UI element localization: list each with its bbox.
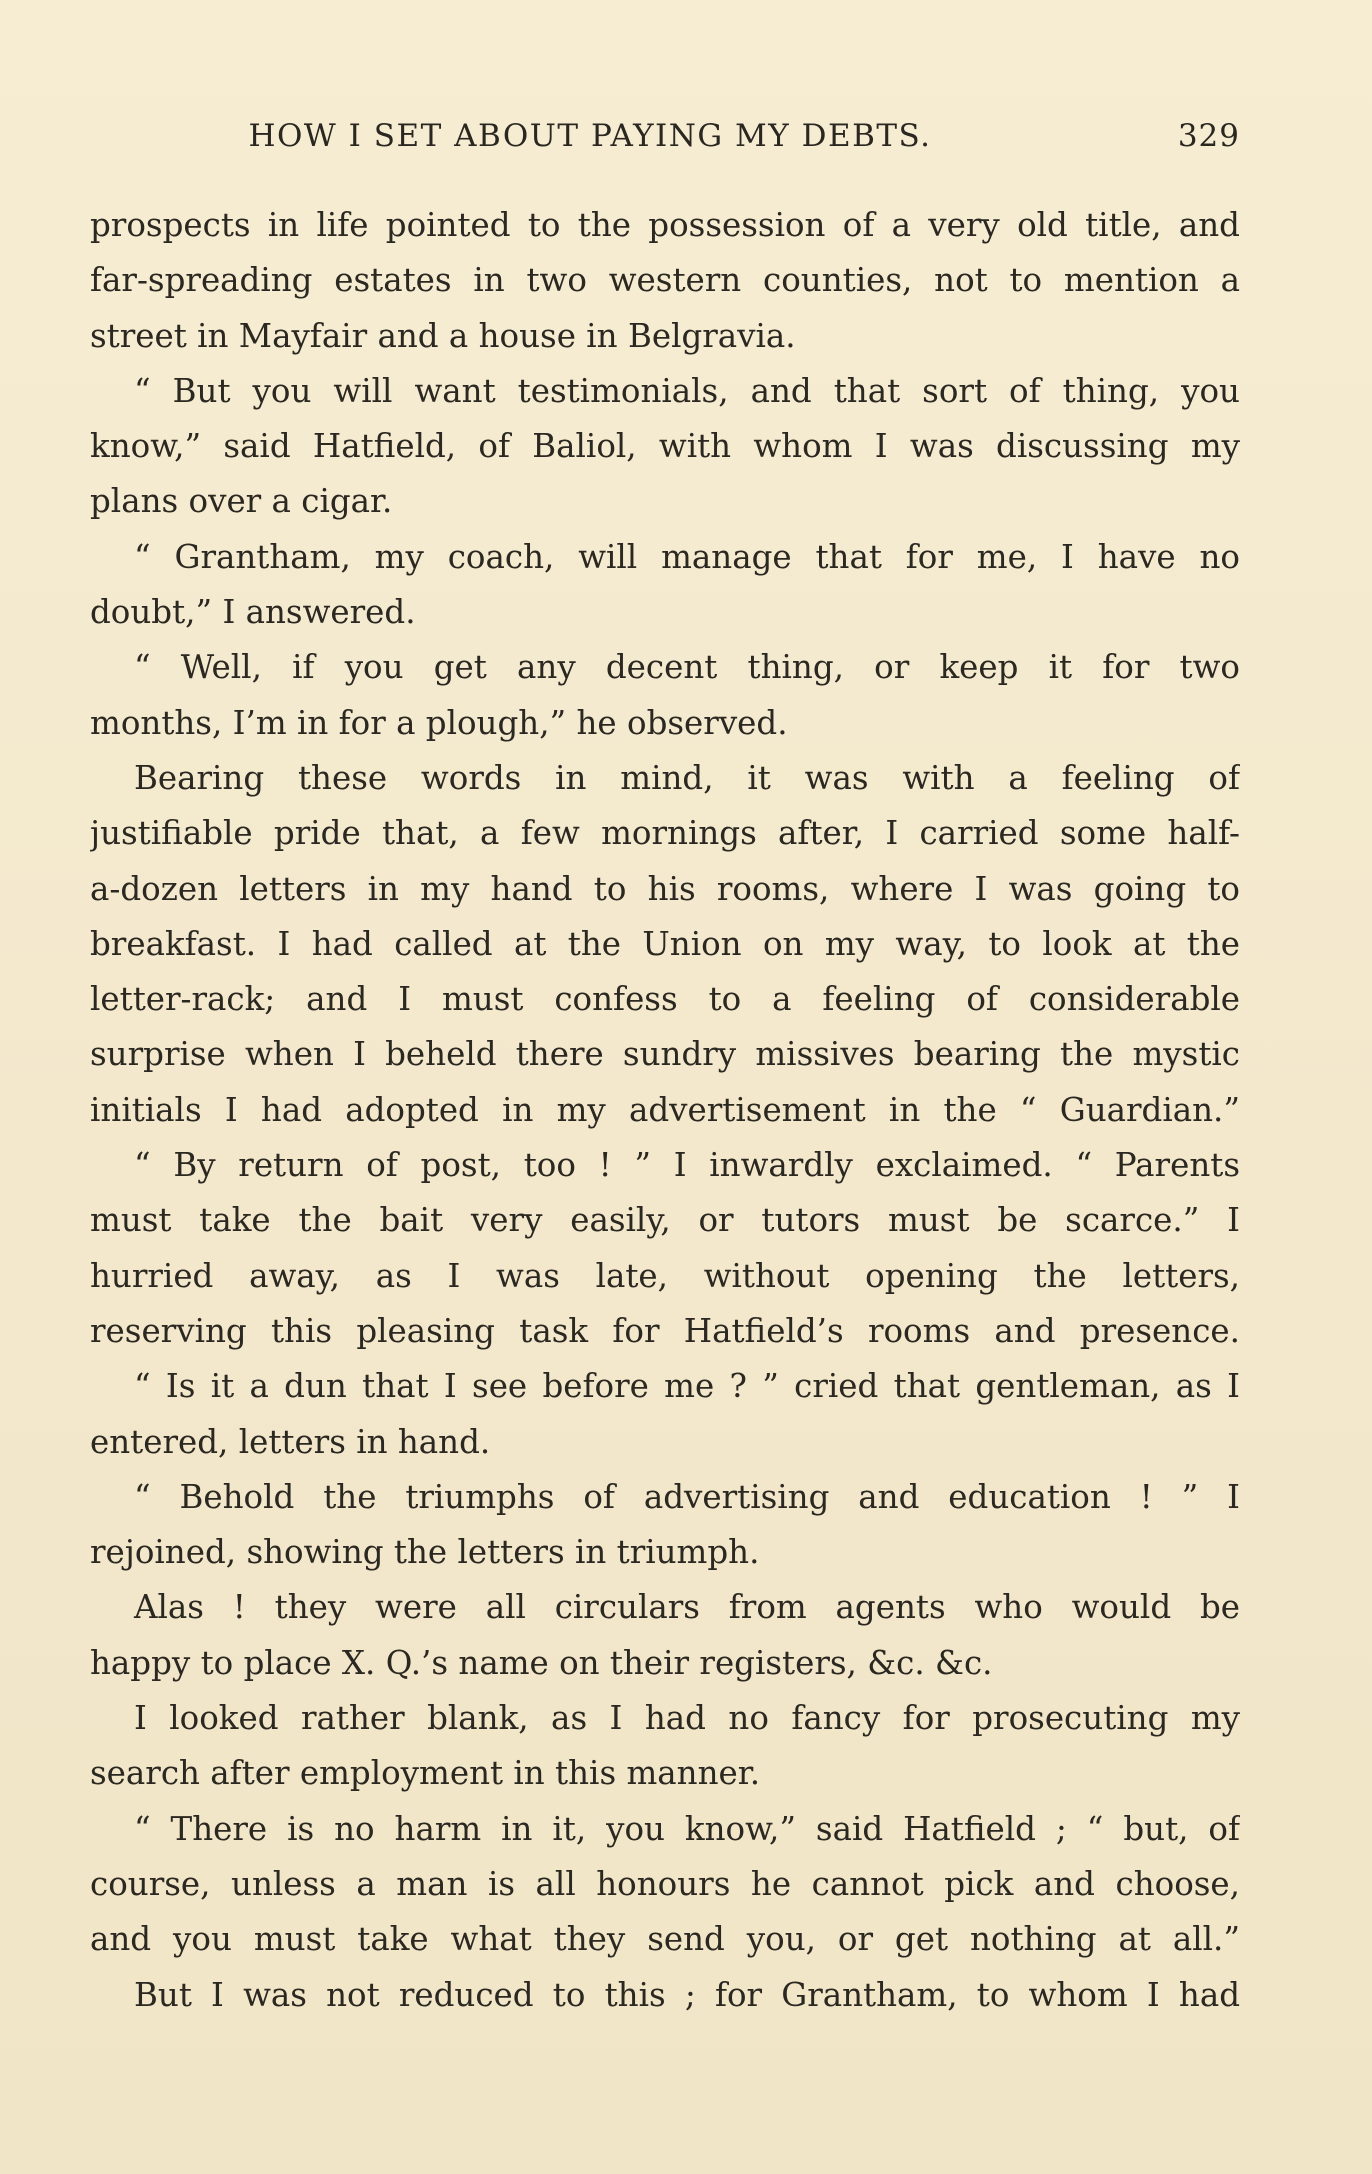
text-line: reserving this pleasing task for Hatfield’s rooms and presence.: [90, 1311, 1240, 1350]
text-line: course, unless a man is all honours he cannot pick and choose,: [90, 1864, 1240, 1903]
text-line: a-dozen letters in my hand to his rooms, where I was going to: [90, 869, 1240, 908]
text-line: must take the bait very easily, or tutors must be scarce.” I: [90, 1201, 1240, 1240]
text-line: “ By return of post, too ! ” I inwardly exclaimed. “ Parents: [134, 1146, 1240, 1185]
text-line: rejoined, showing the letters in triumph.: [90, 1533, 760, 1572]
text-line: plans over a cigar.: [90, 482, 393, 521]
text-line: happy to place X. Q.’s name on their registers, &c. &c.: [90, 1643, 993, 1682]
text-line: “ Behold the triumphs of advertising and education ! ” I: [134, 1477, 1240, 1516]
text-line: “ Well, if you get any decent thing, or keep it for two: [134, 648, 1240, 687]
text-line: justifiable pride that, a few mornings after, I carried some half-: [90, 814, 1240, 853]
text-line: far-spreading estates in two western counties, not to mention a: [90, 261, 1240, 300]
text-line: letter-rack; and I must confess to a feeling of considerable: [90, 980, 1240, 1019]
page-number: 329: [1177, 118, 1240, 154]
text-line: But I was not reduced to this ; for Grantham, to whom I had: [134, 1975, 1240, 2014]
text-line: know,” said Hatfield, of Baliol, with whom I was discussing my: [90, 427, 1240, 466]
text-line: “ Is it a dun that I see before me ? ” cried that gentleman, as I: [134, 1367, 1240, 1406]
text-line: surprise when I beheld there sundry missives bearing the mystic: [90, 1035, 1240, 1074]
text-line: doubt,” I answered.: [90, 593, 416, 632]
text-line: “ There is no harm in it, you know,” said Hatfield ; “ but, of: [134, 1809, 1240, 1848]
text-line: street in Mayfair and a house in Belgravia.: [90, 316, 796, 355]
text-line: months, I’m in for a plough,” he observed.: [90, 703, 788, 742]
text-line: search after employment in this manner.: [90, 1754, 761, 1793]
running-title: HOW I SET ABOUT PAYING MY DEBTS.: [248, 118, 932, 154]
running-head: [90, 118, 1240, 158]
text-line: Bearing these words in mind, it was with a feeling of: [134, 758, 1240, 797]
text-line: I looked rather blank, as I had no fancy for prosecuting my: [134, 1699, 1240, 1738]
text-line: Alas ! they were all circulars from agents who would be: [134, 1588, 1240, 1627]
body-text: [90, 198, 1240, 2023]
text-line: breakfast. I had called at the Union on my way, to look at the: [90, 924, 1240, 963]
text-line: and you must take what they send you, or get nothing at all.”: [90, 1920, 1240, 1959]
text-line: entered, letters in hand.: [90, 1422, 491, 1461]
text-line: “ Grantham, my coach, will manage that for me, I have no: [134, 537, 1240, 576]
text-line: hurried away, as I was late, without opening the letters,: [90, 1256, 1240, 1295]
text-line: prospects in life pointed to the possession of a very old title, and: [90, 206, 1240, 244]
text-line: “ But you will want testimonials, and that sort of thing, you: [134, 371, 1240, 410]
text-line: initials I had adopted in my advertisement in the “ Guardian.”: [90, 1090, 1240, 1129]
